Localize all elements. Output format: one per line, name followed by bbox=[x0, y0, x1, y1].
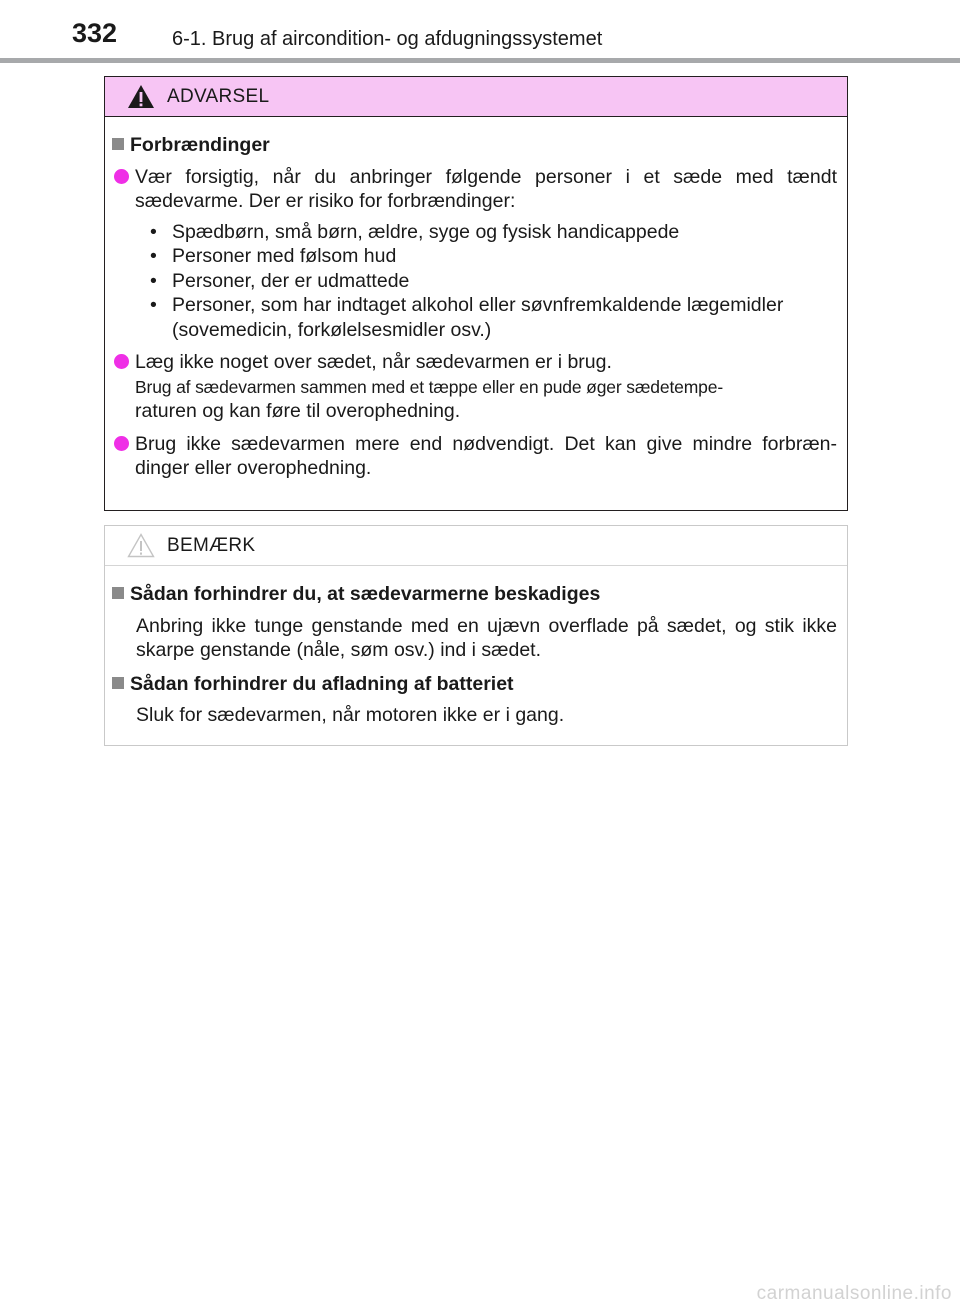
warning-body bbox=[105, 117, 847, 481]
magenta-dot-icon bbox=[114, 354, 129, 369]
list-item-text: Personer med følsom hud bbox=[172, 245, 397, 267]
list-item bbox=[150, 269, 837, 294]
bullet-mark: • bbox=[150, 294, 157, 316]
list-item-text: Personer, som har indtaget alkohol eller søvnfremkaldende lægemidler (sovemedicin, forkølelsesmidler osv.) bbox=[172, 294, 784, 341]
bullet-line: Læg ikke noget over sædet, når sædevarmen er i brug. bbox=[135, 351, 612, 373]
warning-triangle-icon bbox=[127, 84, 155, 109]
bullet-line: raturen og kan føre til overophedning. bbox=[135, 400, 461, 422]
square-marker-icon bbox=[112, 587, 124, 599]
warning-box bbox=[104, 76, 848, 511]
list-item bbox=[150, 293, 837, 342]
list-item bbox=[150, 220, 837, 245]
list-item-text: Personer, der er udmattede bbox=[172, 269, 410, 292]
section-title-text: Sådan forhindrer du, at sædevarmerne beskadiges bbox=[130, 583, 601, 605]
bullet-text: Brug ikke sædevarmen mere end nødvendigt. Det kan give mindre forbræn-dinger eller overophedning. bbox=[135, 432, 837, 479]
magenta-dot-icon bbox=[114, 436, 129, 451]
notice-label: BEMÆRK bbox=[167, 534, 256, 556]
bullet-mark: • bbox=[150, 245, 157, 267]
section-title-burns bbox=[112, 133, 837, 158]
bullet-line: Brug af sædevarmen sammen med et tæppe eller en pude øger sædetempe- bbox=[135, 376, 724, 397]
magenta-dot-icon bbox=[114, 169, 129, 184]
sub-list bbox=[150, 220, 837, 343]
square-marker-icon bbox=[112, 677, 124, 689]
notice-body bbox=[105, 566, 847, 728]
notice-box bbox=[104, 525, 848, 746]
notice-header bbox=[105, 526, 847, 566]
chapter-title: 6-1. Brug af aircondition- og afdugningssystemet bbox=[172, 28, 603, 50]
section-title-battery bbox=[112, 672, 837, 697]
bullet-text: Vær forsigtig, når du anbringer følgende personer i et sæde med tændt sædevarme. Der er risiko for forbrændinger: bbox=[135, 165, 837, 212]
square-marker-icon bbox=[112, 138, 124, 150]
list-item-text: Spædbørn, små børn, ældre, syge og fysisk handicappede bbox=[172, 220, 680, 243]
header-rule bbox=[0, 58, 960, 63]
page-number: 332 bbox=[72, 18, 118, 48]
section-title-text: Forbrændinger bbox=[130, 134, 270, 156]
paragraph: Sluk for sædevarmen, når motoren ikke er i gang. bbox=[136, 704, 565, 726]
warning-header bbox=[105, 77, 847, 117]
paragraph: Anbring ikke tunge genstande med en ujævn overflade på sædet, og stik ikke skarpe genstande (nåle, søm osv.) ind i sædet. bbox=[136, 614, 837, 661]
warning-bullet bbox=[112, 165, 837, 214]
section-title-seat-damage bbox=[112, 582, 837, 607]
warning-bullet bbox=[112, 432, 837, 481]
list-item bbox=[150, 244, 837, 269]
bullet-mark: • bbox=[150, 220, 157, 243]
bullet-mark: • bbox=[150, 269, 157, 292]
warning-bullet bbox=[112, 350, 837, 424]
watermark-text: carmanualsonline.info bbox=[756, 1283, 952, 1304]
warning-label: ADVARSEL bbox=[167, 85, 270, 107]
caution-outline-triangle-icon bbox=[127, 533, 155, 558]
section-title-text: Sådan forhindrer du afladning af batteriet bbox=[130, 672, 514, 695]
